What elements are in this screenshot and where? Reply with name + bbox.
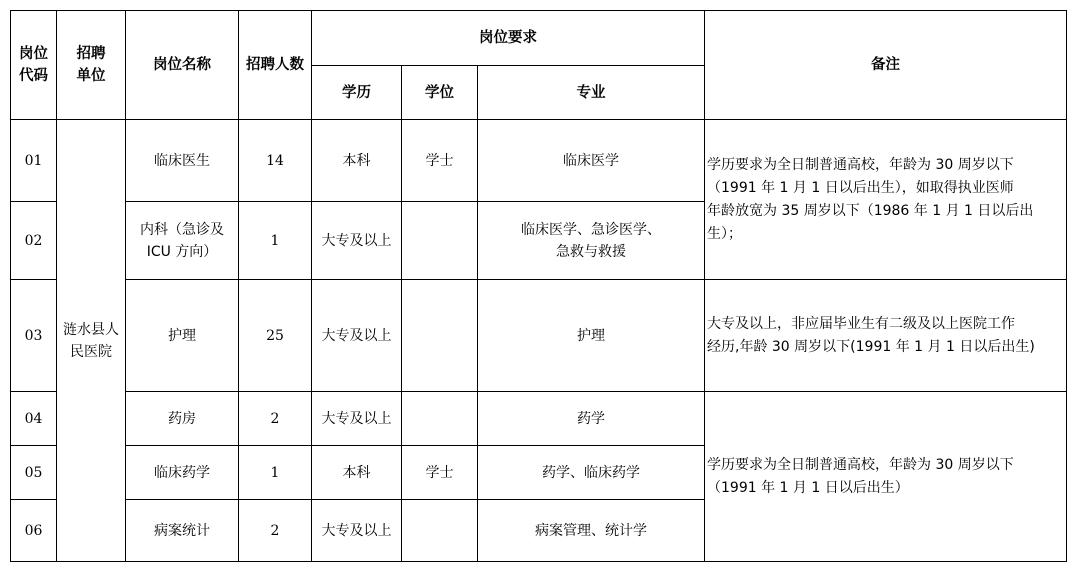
recruit-count: 25 [239, 280, 312, 392]
remark-note: 大专及以上，非应届毕业生有二级及以上医院工作 经历,年龄 30 周岁以下(1991 年 1 月 1 日以后出生) [705, 280, 1067, 392]
recruit-count: 2 [239, 392, 312, 446]
position-code: 05 [11, 446, 57, 500]
position-name: 临床医生 [126, 120, 239, 202]
remark-note: 学历要求为全日制普通高校，年龄为 30 周岁以下 （1991 年 1 月 1 日以后出生） [705, 392, 1067, 562]
degree [402, 202, 478, 280]
header-major: 专业 [478, 66, 705, 120]
header-education: 学历 [312, 66, 402, 120]
major: 病案管理、统计学 [478, 500, 705, 562]
remark-note: 学历要求为全日制普通高校，年龄为 30 周岁以下 （1991 年 1 月 1 日以后出生），如取得执业医师 年龄放宽为 35 周岁以下（1986 年 1 月 1 日以后出 生）； [705, 120, 1067, 280]
header-recruit-count: 招聘人数 [239, 11, 312, 120]
position-code: 04 [11, 392, 57, 446]
major: 药学、临床药学 [478, 446, 705, 500]
header-degree: 学位 [402, 66, 478, 120]
header-position-code: 岗位 代码 [11, 11, 57, 120]
header-recruiting-unit: 招聘 单位 [57, 11, 126, 120]
position-code: 06 [11, 500, 57, 562]
degree: 学士 [402, 446, 478, 500]
recruit-count: 1 [239, 446, 312, 500]
degree [402, 500, 478, 562]
major: 护理 [478, 280, 705, 392]
position-name: 临床药学 [126, 446, 239, 500]
degree [402, 392, 478, 446]
table-row [11, 120, 1067, 202]
recruiting-unit: 涟水县人 民医院 [57, 120, 126, 562]
education: 本科 [312, 120, 402, 202]
degree [402, 280, 478, 392]
major: 临床医学 [478, 120, 705, 202]
education: 大专及以上 [312, 202, 402, 280]
education: 大专及以上 [312, 392, 402, 446]
table-row [11, 392, 1067, 446]
position-code: 03 [11, 280, 57, 392]
recruitment-table [10, 10, 1067, 562]
position-name: 药房 [126, 392, 239, 446]
education: 大专及以上 [312, 280, 402, 392]
table-row [11, 280, 1067, 392]
recruit-count: 2 [239, 500, 312, 562]
position-code: 02 [11, 202, 57, 280]
header-position-requirements: 岗位要求 [312, 11, 705, 66]
position-code: 01 [11, 120, 57, 202]
recruit-count: 1 [239, 202, 312, 280]
position-name: 护理 [126, 280, 239, 392]
major: 临床医学、急诊医学、 急救与救援 [478, 202, 705, 280]
recruit-count: 14 [239, 120, 312, 202]
education: 大专及以上 [312, 500, 402, 562]
major: 药学 [478, 392, 705, 446]
degree: 学士 [402, 120, 478, 202]
header-position-name: 岗位名称 [126, 11, 239, 120]
position-name: 内科（急诊及 ICU 方向） [126, 202, 239, 280]
education: 本科 [312, 446, 402, 500]
header-remarks: 备注 [705, 11, 1067, 120]
position-name: 病案统计 [126, 500, 239, 562]
